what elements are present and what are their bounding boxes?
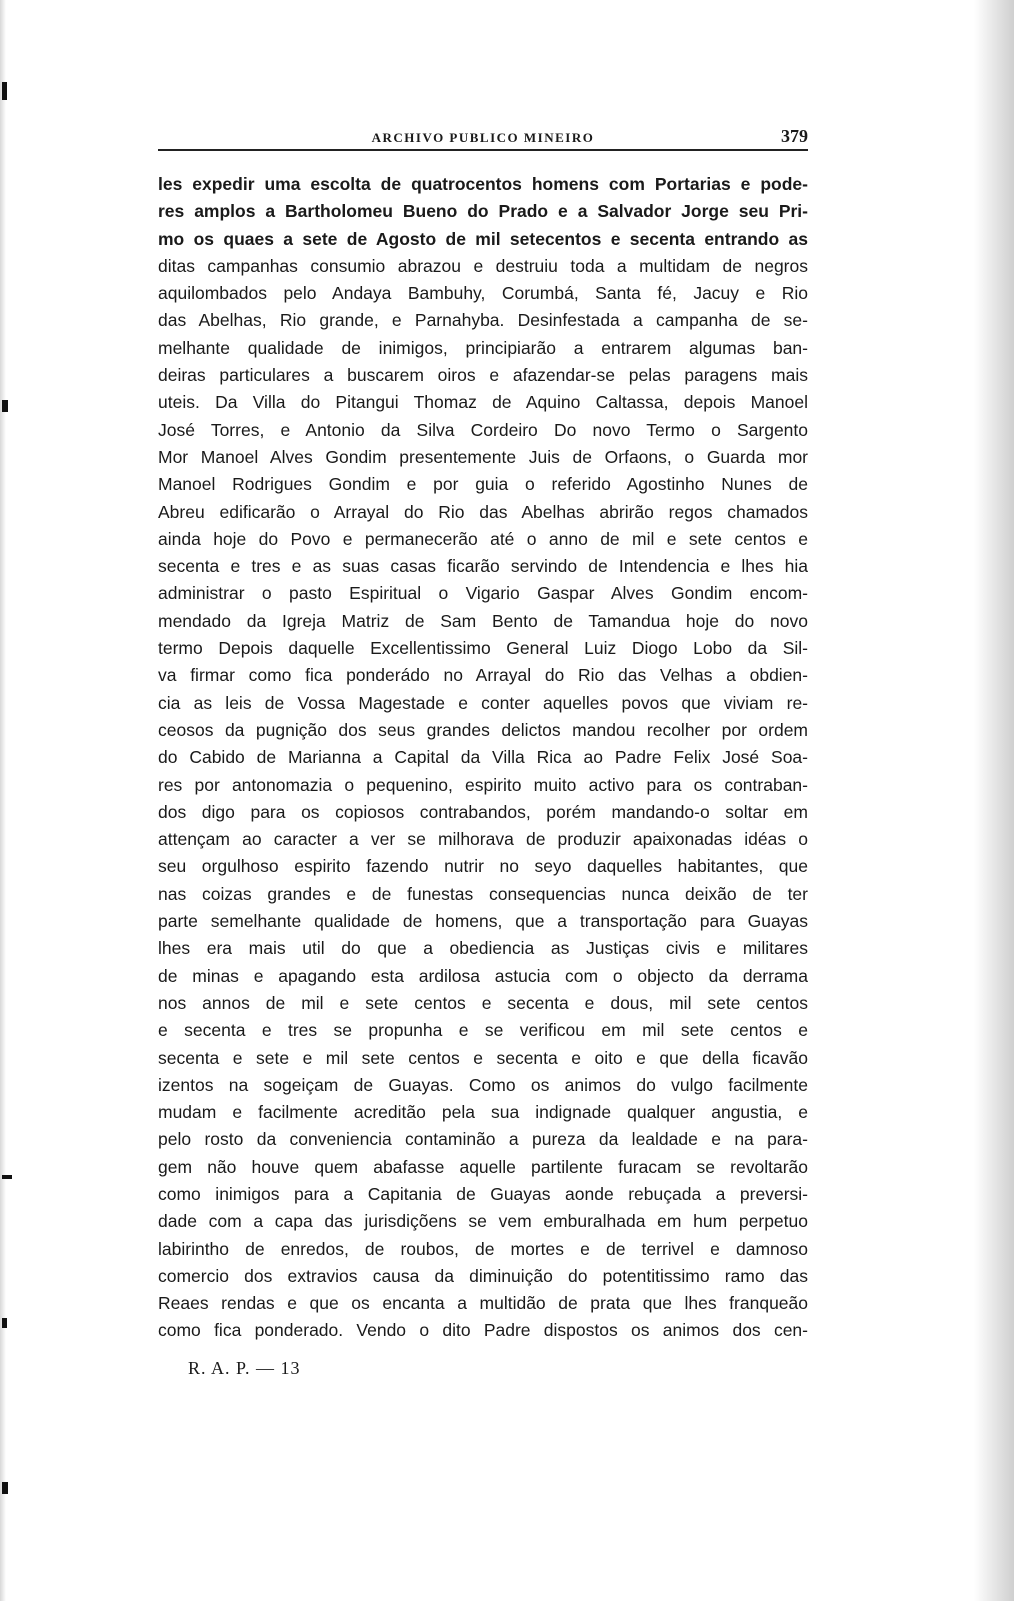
text-line: José Torres, e Antonio da Silva Cordeiro Do novo Termo o Sargento (158, 419, 808, 440)
text-line: lhes era mais util do que a obediencia as Justiças civis e militares (158, 938, 808, 959)
text-line: termo Depois daquelle Excellentissimo General Luiz Diogo Lobo da Sil- (158, 638, 808, 659)
text-line: gem não houve quem abafasse aquelle partilente furacam se revoltarão (158, 1156, 808, 1177)
running-title: ARCHIVO PUBLICO MINEIRO (371, 130, 595, 145)
text-line: seu orgulhoso espirito fazendo nutrir no seyo daquelles habitantes, que (158, 856, 808, 877)
page-number: 379 (781, 126, 808, 146)
body-text (158, 171, 808, 1345)
text-line: izentos na sogeiçam de Guayas. Como os animos do vulgo facilmente (158, 1074, 808, 1095)
text-line: secenta e sete e mil sete centos e secenta e oito e que della ficavão (158, 1047, 808, 1068)
text-line: melhante qualidade de inimigos, principiarão a entrarem algumas ban- (158, 337, 808, 358)
text-line: Manoel Rodrigues Gondim e por guia o referido Agostinho Nunes de (158, 474, 808, 495)
text-line: va firmar como fica ponderádo no Arrayal do Rio das Velhas a obdien- (158, 665, 808, 686)
text-line: Mor Manoel Alves Gondim presentemente Juis de Orfaons, o Guarda mor (158, 446, 808, 467)
footer-signature: R. A. P. — 13 (188, 1358, 301, 1378)
text-line: dade com a capa das jurisdiçõens se vem emburalhada em hum perpetuo (158, 1211, 808, 1232)
page-header (158, 128, 808, 152)
text-line: dos digo para os copiosos contrabandos, porém mandando-o soltar em (158, 801, 808, 822)
text-line: como fica ponderado. Vendo o dito Padre dispostos os animos dos cen- (158, 1320, 808, 1341)
text-line: mo os quaes a sete de Agosto de mil setecentos e secenta entrando as (158, 228, 808, 249)
text-line: ainda hoje do Povo e permanecerão até o anno de mil e sete centos e (158, 528, 808, 549)
text-line: pelo rosto da conveniencia contaminão a pureza da lealdade e na para- (158, 1129, 808, 1150)
text-line: comercio dos extravios causa da diminuição do potentitissimo ramo das (158, 1265, 808, 1286)
text-line: ditas campanhas consumio abrazou e destruiu toda a multidam de negros (158, 255, 808, 276)
page-right-edge-shadow (974, 0, 1014, 1601)
margin-mark (2, 1482, 8, 1494)
text-line: administrar o pasto Espiritual o Vigario Gaspar Alves Gondim encom- (158, 583, 808, 604)
text-line: Reaes rendas e que os encanta a multidão de prata que lhes franqueão (158, 1293, 808, 1314)
text-line: nas coizas grandes e de funestas consequencias nunca deixão de ter (158, 883, 808, 904)
text-line: de minas e apagando esta ardilosa astucia com o objecto da derrama (158, 965, 808, 986)
text-line: e secenta e tres se propunha e se verificou em mil sete centos e (158, 1020, 808, 1041)
text-line: attençam ao caracter a ver se milhorava de produzir apaixonadas idéas o (158, 829, 808, 850)
text-line: uteis. Da Villa do Pitangui Thomaz de Aquino Caltassa, depois Manoel (158, 392, 808, 413)
text-line: das Abelhas, Rio grande, e Parnahyba. Desinfestada a campanha de se- (158, 310, 808, 331)
text-line: Abreu edificarão o Arrayal do Rio das Abelhas abrirão regos chamados (158, 501, 808, 522)
text-line: como inimigos para a Capitania de Guayas aonde rebuçada a preversi- (158, 1183, 808, 1204)
text-line: aquilombados pelo Andaya Bambuhy, Corumbá, Santa fé, Jacuy e Rio (158, 283, 808, 304)
text-line: deiras particulares a buscarem oiros e afazendar-se pelas paragens mais (158, 365, 808, 386)
margin-mark (2, 1175, 12, 1179)
text-line: mendado da Igreja Matriz de Sam Bento de Tamandua hoje do novo (158, 610, 808, 631)
text-line: res por antonomazia o pequenino, espirito muito activo para os contraban- (158, 774, 808, 795)
text-line: secenta e tres e as suas casas ficarão servindo de Intendencia e lhes hia (158, 556, 808, 577)
text-line: res amplos a Bartholomeu Bueno do Prado e a Salvador Jorge seu Pri- (158, 201, 808, 222)
margin-mark (2, 82, 7, 100)
text-line: nos annos de mil e sete centos e secenta e dous, mil sete centos (158, 992, 808, 1013)
text-line: do Cabido de Marianna a Capital da Villa Rica ao Padre Felix José Soa- (158, 747, 808, 768)
page-left-edge-shadow (0, 0, 6, 1601)
text-line: labirintho de enredos, de roubos, de mortes e de terrivel e damnoso (158, 1238, 808, 1259)
margin-mark (2, 1318, 7, 1328)
text-line: parte semelhante qualidade de homens, que a transportação para Guayas (158, 911, 808, 932)
header-rule (158, 149, 808, 151)
text-line: ceosos da pugnição dos seus grandes delictos mandou recolher por ordem (158, 719, 808, 740)
text-line: mudam e facilmente acreditão pela sua indignade qualquer angustia, e (158, 1102, 808, 1123)
text-line: les expedir uma escolta de quatrocentos homens com Portarias e pode- (158, 174, 808, 194)
text-line: cia as leis de Vossa Magestade e conter aquelles povos que viviam re- (158, 692, 808, 713)
margin-mark (2, 400, 8, 412)
